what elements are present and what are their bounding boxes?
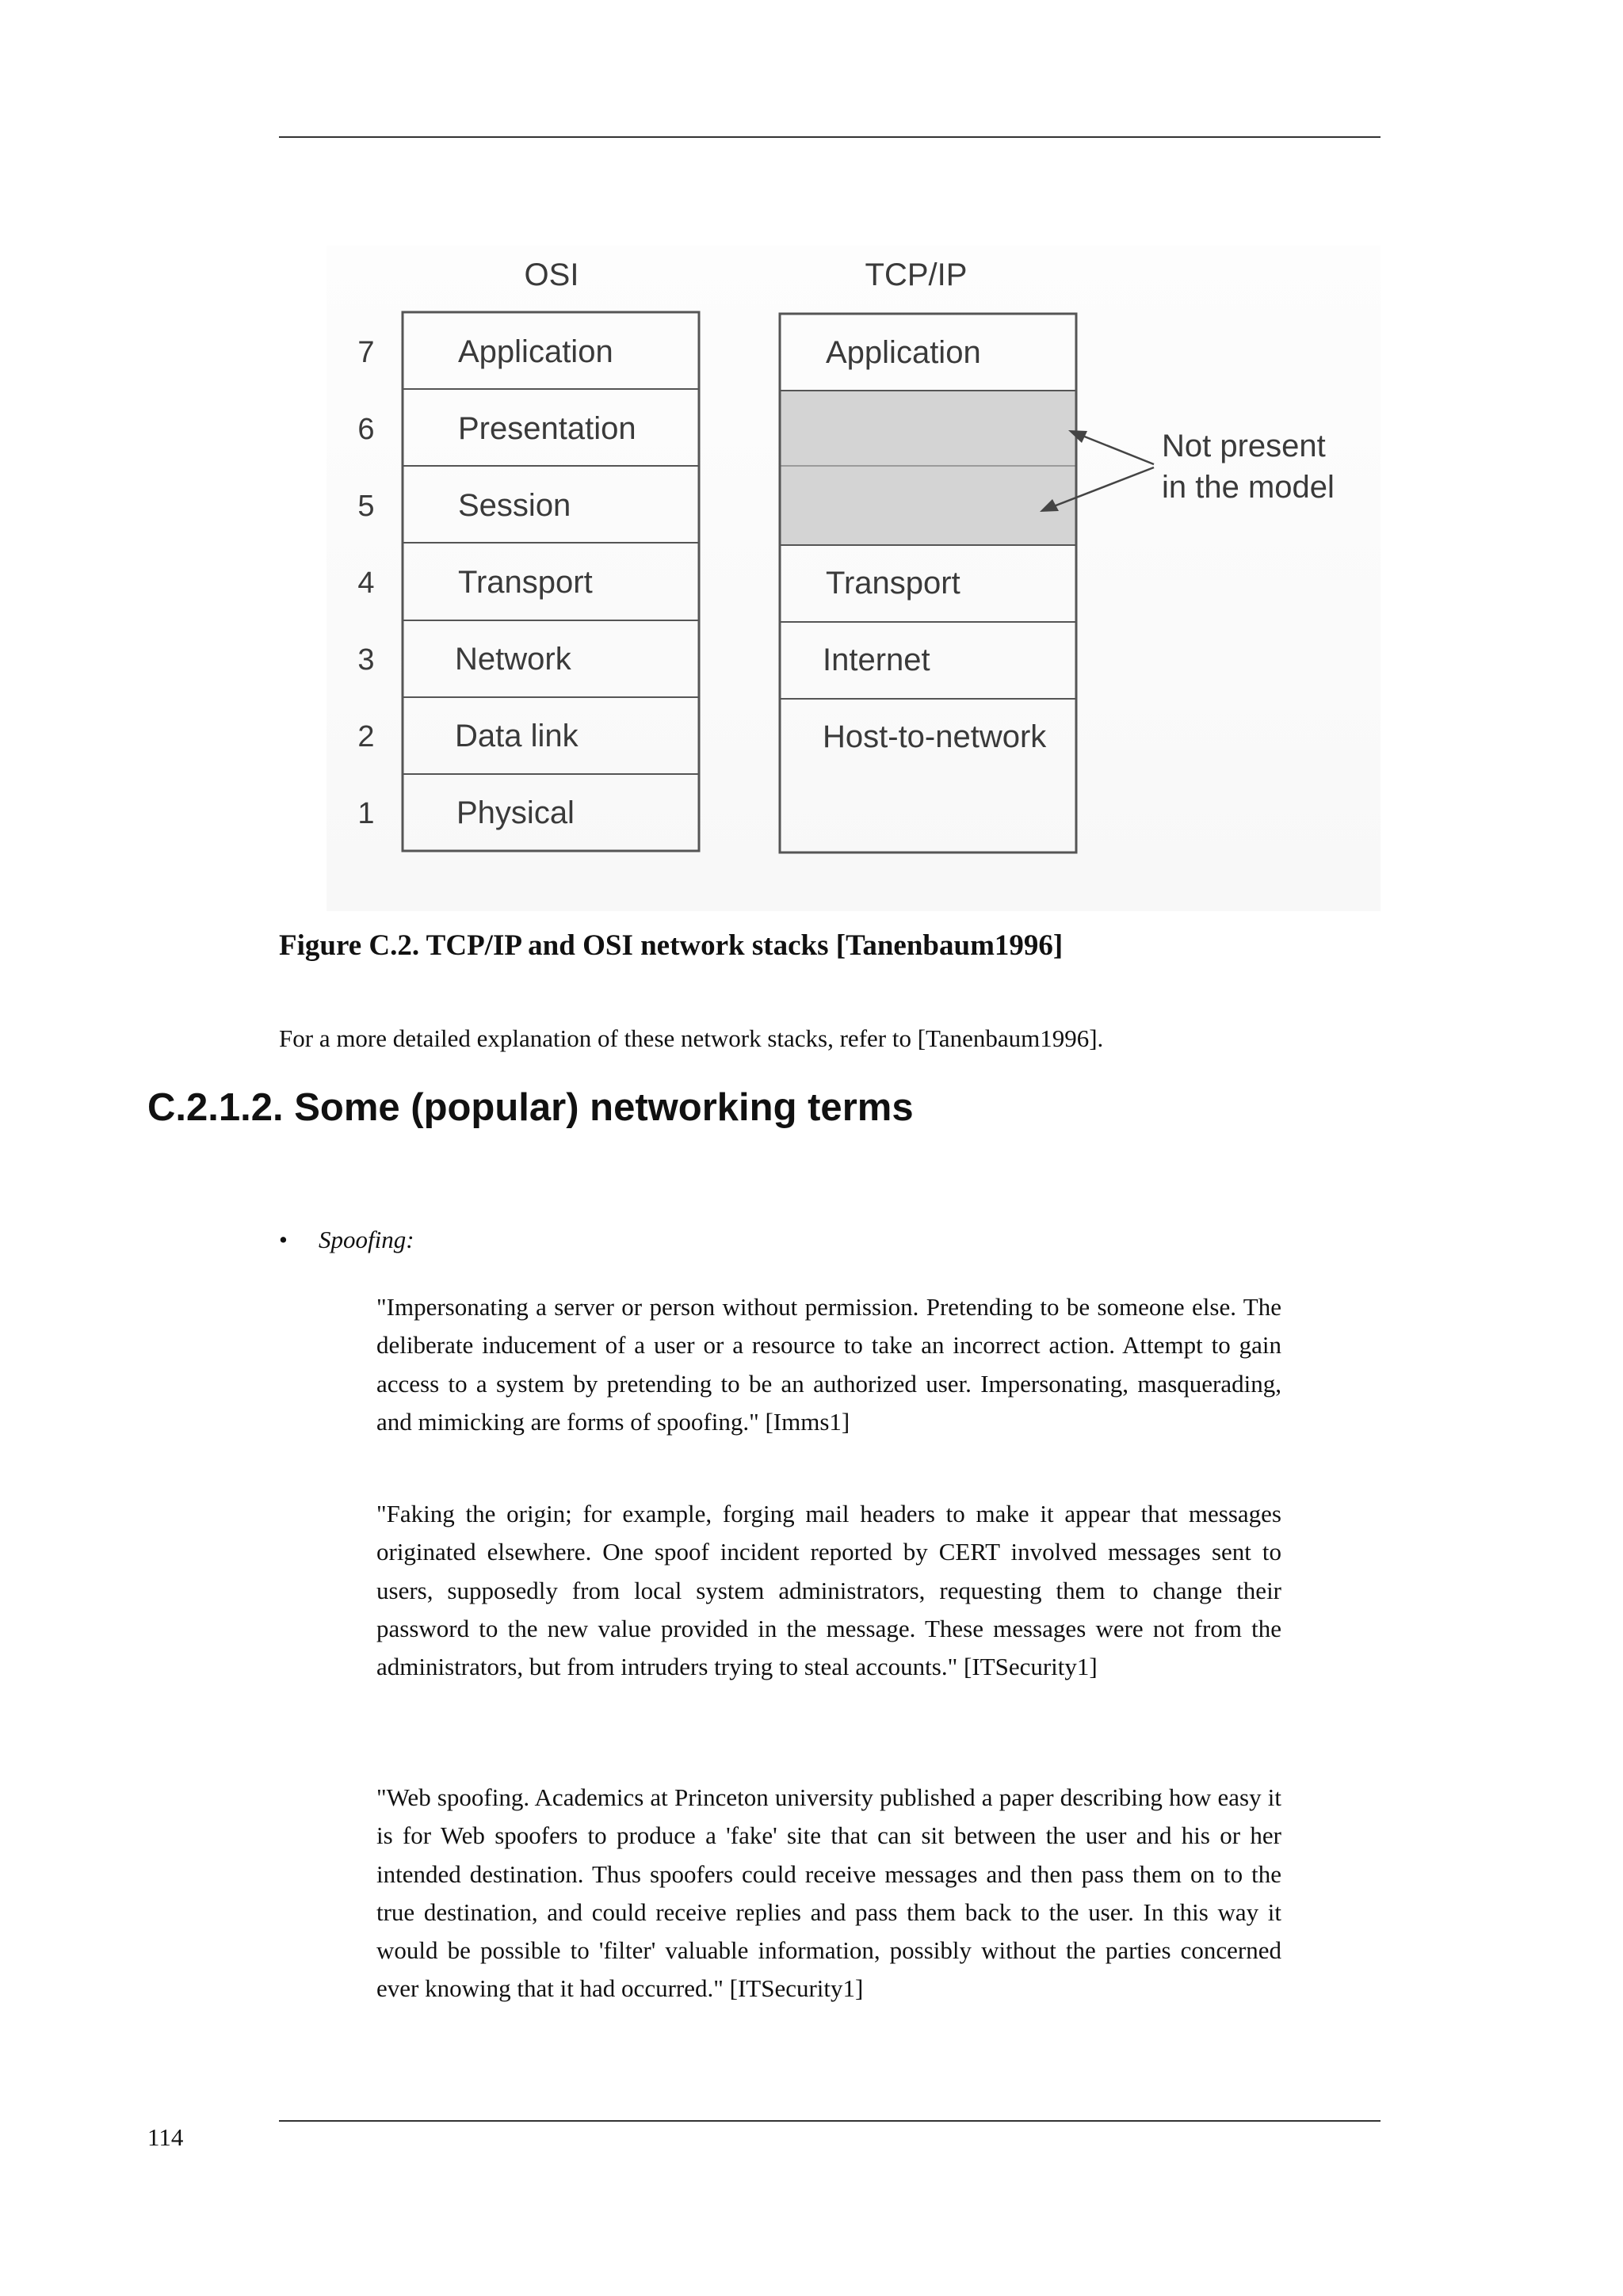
figure-caption: Figure C.2. TCP/IP and OSI network stacks [Tanenbaum1996]: [279, 929, 1064, 962]
annotation-line-1: Not present: [1162, 429, 1326, 463]
annotation-line-2: in the model: [1162, 470, 1335, 505]
osi-layer-physical: Physical: [456, 795, 575, 830]
osi-layer-presentation: Presentation: [458, 411, 636, 446]
tcpip-layer-internet: Internet: [823, 643, 930, 677]
osi-layer-transport: Transport: [458, 565, 593, 600]
tcpip-missing-layers-shading: [780, 391, 1076, 545]
layer-number-4: 4: [357, 566, 375, 600]
osi-title: OSI: [524, 257, 579, 292]
page-number: 114: [147, 2123, 184, 2151]
arrow-line-upper: [1075, 433, 1154, 464]
layer-number-3: 3: [357, 643, 375, 677]
tcpip-layer-host-to-network: Host-to-network: [823, 719, 1047, 754]
layer-number-6: 6: [357, 413, 375, 446]
layer-number-5: 5: [357, 490, 375, 523]
section-heading: C.2.1.2. Some (popular) networking terms: [147, 1086, 914, 1129]
osi-tcpip-diagram: [279, 222, 1381, 911]
network-stack-figure: [279, 222, 1381, 911]
osi-layer-network: Network: [455, 642, 571, 677]
footer-rule: [279, 2120, 1381, 2122]
osi-layer-application: Application: [458, 334, 613, 369]
osi-layer-session: Session: [458, 488, 571, 523]
bullet-marker: •: [279, 1226, 288, 1253]
osi-stack: [357, 312, 699, 851]
tcpip-stack: [780, 314, 1076, 852]
layer-number-1: 1: [357, 797, 375, 830]
tcpip-layer-transport: Transport: [826, 566, 960, 601]
header-rule: [279, 136, 1381, 138]
bullet-term: Spoofing:: [319, 1226, 414, 1253]
layer-number-7: 7: [357, 336, 375, 369]
quote-paragraph-1: "Impersonating a server or person without permission. Pretending to be someone else. The deliberate inducement of a user or a resource to take an incorrect action. Attempt to gain access to a system by pretending to be an authorized user. Impersonating, masquerading, and mimicking are forms of spoofing." [Imms1]: [376, 1293, 1281, 1436]
layer-number-2: 2: [357, 720, 375, 753]
quote-paragraph-3: "Web spoofing. Academics at Princeton university published a paper describing how easy it is for Web spoofers to produce a 'fake' site that can sit between the user and his or her intended destination. Thus spoofers could receive messages and then pass them on to the true destination, and could receive replies and pass them back to the user. In this way it would be possible to 'filter' valuable information, possibly without the parties concerned ever knowing that it had occurred." [ITSecurity1]: [376, 1783, 1281, 2003]
tcpip-layer-application: Application: [826, 335, 981, 370]
tcpip-title: TCP/IP: [865, 257, 968, 292]
quote-paragraph-2: "Faking the origin; for example, forging mail headers to make it appear that messages originated elsewhere. One spoof incident reported by CERT involved messages sent to users, supposedly from local system administrators, requesting them to change their password to the new value provided in the message. These messages were not from the administrators, but from intruders trying to steal accounts." [ITSecurity1]: [376, 1500, 1281, 1681]
intro-paragraph: For a more detailed explanation of these network stacks, refer to [Tanenbaum1996].: [279, 1024, 1104, 1052]
osi-layer-data-link: Data link: [455, 719, 579, 753]
